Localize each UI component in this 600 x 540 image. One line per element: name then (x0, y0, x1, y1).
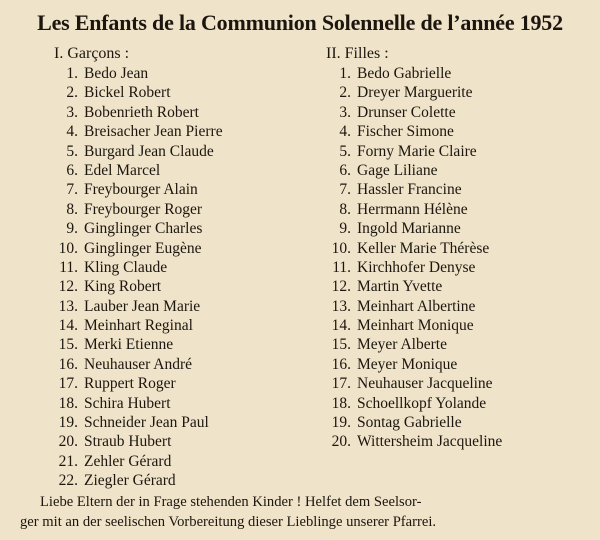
girls-list-item (301, 432, 502, 451)
boys-list-item (28, 452, 223, 471)
item-number: 16. (331, 355, 351, 373)
item-number: 7. (339, 181, 351, 199)
item-number: 11. (332, 258, 351, 276)
girls-list-item (301, 239, 502, 258)
girls-list-item (301, 83, 502, 102)
footer-line-2: ger mit an der seelischen Vorbereitung dieser Lieblinge unserer Pfarrei. (20, 514, 437, 530)
item-name: Meyer Alberte (357, 336, 447, 354)
item-number: 16. (58, 355, 78, 373)
item-name: Forny Marie Claire (357, 142, 477, 160)
item-number: 6. (66, 161, 78, 179)
girls-list-item (301, 413, 502, 432)
item-name: Burgard Jean Claude (84, 142, 214, 160)
girls-list-item (301, 64, 502, 83)
item-name: Bedo Jean (84, 65, 149, 82)
item-name: Meyer Monique (357, 355, 458, 373)
boys-list-item (28, 355, 223, 374)
boys-heading: I. Garçons : (54, 45, 130, 62)
girls-list-item (301, 142, 502, 161)
item-name: Meinhart Albertine (357, 297, 476, 315)
item-name: Kling Claude (84, 258, 168, 276)
girls-list-item (301, 355, 502, 374)
item-name: Straub Hubert (84, 433, 172, 451)
item-number: 7. (66, 181, 78, 199)
boys-list-item (28, 413, 223, 432)
girls-heading: II. Filles : (326, 45, 389, 62)
item-number: 14. (58, 317, 78, 335)
item-name: Keller Marie Thérèse (357, 239, 490, 257)
item-number: 20. (331, 433, 351, 451)
boys-list-item (28, 316, 223, 335)
boys-list-item (28, 180, 223, 199)
girls-list-item (301, 200, 502, 219)
item-number: 3. (339, 103, 351, 121)
item-name: Ginglinger Eugène (84, 239, 202, 257)
item-number: 19. (331, 414, 351, 432)
girls-list-item (301, 277, 502, 296)
girls-list-item (301, 103, 502, 122)
item-number: 6. (339, 161, 351, 179)
item-name: Lauber Jean Marie (84, 297, 201, 315)
girls-list-item (301, 180, 502, 199)
boys-list-item (28, 394, 223, 413)
boys-list-item (28, 374, 223, 393)
footer-note (20, 492, 588, 532)
girls-list-item (301, 297, 502, 316)
item-number: 2. (339, 84, 351, 102)
boys-list-item (28, 471, 223, 490)
item-name: Herrmann Hélène (357, 200, 468, 218)
item-name: Martin Yvette (357, 278, 443, 296)
item-name: Ziegler Gérard (84, 472, 176, 490)
girls-list-item (301, 394, 502, 413)
footer-line-1: Liebe Eltern der in Frage stehenden Kinder ! Helfet dem Seelsor- (40, 494, 422, 510)
item-name: Drunser Colette (357, 103, 456, 121)
boys-list-item (28, 103, 223, 122)
boys-list-item (28, 258, 223, 277)
boys-list-item (28, 239, 223, 258)
item-number: 10. (331, 239, 351, 257)
girls-list-item (301, 335, 502, 354)
item-number: 5. (339, 142, 351, 160)
item-name: Ginglinger Charles (84, 220, 203, 238)
item-name: Bedo Gabrielle (357, 65, 452, 82)
item-number: 5. (66, 142, 78, 160)
boys-list-item (28, 277, 223, 296)
girls-list-item (301, 122, 502, 141)
item-number: 4. (66, 123, 78, 141)
item-number: 13. (58, 297, 78, 315)
girls-list-item (301, 374, 502, 393)
item-number: 12. (331, 278, 351, 296)
item-name: Schneider Jean Paul (84, 414, 209, 432)
item-number: 22. (58, 472, 78, 490)
item-number: 8. (339, 200, 351, 218)
item-name: Bickel Robert (84, 84, 171, 102)
girls-list-item (301, 258, 502, 277)
item-name: Ingold Marianne (357, 220, 461, 238)
boys-list-item (28, 219, 223, 238)
item-number: 18. (58, 394, 78, 412)
item-number: 9. (66, 220, 78, 238)
boys-list (28, 64, 223, 491)
item-name: Breisacher Jean Pierre (84, 123, 223, 141)
item-number: 9. (339, 220, 351, 238)
item-number: 1. (66, 65, 78, 82)
item-name: Hassler Francine (357, 181, 462, 199)
item-number: 19. (58, 414, 78, 432)
item-number: 11. (59, 258, 78, 276)
item-name: Schira Hubert (84, 394, 171, 412)
item-name: Wittersheim Jacqueline (357, 433, 503, 451)
item-name: Freybourger Roger (84, 200, 203, 218)
item-name: King Robert (84, 278, 162, 296)
item-name: Zehler Gérard (84, 452, 172, 470)
item-name: Fischer Simone (357, 123, 454, 141)
item-name: Freybourger Alain (84, 181, 198, 199)
item-number: 10. (58, 239, 78, 257)
item-number: 3. (66, 103, 78, 121)
item-number: 18. (331, 394, 351, 412)
item-name: Kirchhofer Denyse (357, 258, 476, 276)
page-title: Les Enfants de la Communion Solennelle de l’année 1952 (37, 10, 563, 35)
item-name: Meinhart Monique (357, 317, 474, 335)
item-number: 17. (58, 375, 78, 393)
item-number: 12. (58, 278, 78, 296)
item-number: 2. (66, 84, 78, 102)
item-number: 15. (331, 336, 351, 354)
boys-list-item (28, 161, 223, 180)
item-number: 4. (339, 123, 351, 141)
item-name: Meinhart Reginal (84, 317, 193, 335)
item-name: Merki Etienne (84, 336, 174, 354)
item-number: 13. (331, 297, 351, 315)
item-number: 8. (66, 200, 78, 218)
item-name: Edel Marcel (84, 161, 161, 179)
item-number: 21. (58, 452, 78, 470)
item-number: 1. (339, 65, 351, 82)
item-name: Sontag Gabrielle (357, 414, 462, 432)
item-name: Bobenrieth Robert (84, 103, 199, 121)
item-number: 15. (58, 336, 78, 354)
boys-list-item (28, 83, 223, 102)
boys-list-item (28, 432, 223, 451)
item-name: Schoellkopf Yolande (357, 394, 487, 412)
boys-list-item (28, 142, 223, 161)
boys-list-item (28, 122, 223, 141)
item-name: Neuhauser André (84, 355, 193, 373)
item-name: Gage Liliane (357, 161, 438, 179)
item-number: 17. (331, 375, 351, 393)
girls-list-item (301, 316, 502, 335)
girls-list-item (301, 219, 502, 238)
item-number: 20. (58, 433, 78, 451)
item-name: Dreyer Marguerite (357, 84, 473, 102)
boys-list-item (28, 64, 223, 83)
girls-list (301, 64, 502, 452)
boys-list-item (28, 297, 223, 316)
item-name: Ruppert Roger (84, 375, 176, 393)
girls-list-item (301, 161, 502, 180)
item-name: Neuhauser Jacqueline (357, 375, 493, 393)
boys-list-item (28, 335, 223, 354)
boys-list-item (28, 200, 223, 219)
item-number: 14. (331, 317, 351, 335)
